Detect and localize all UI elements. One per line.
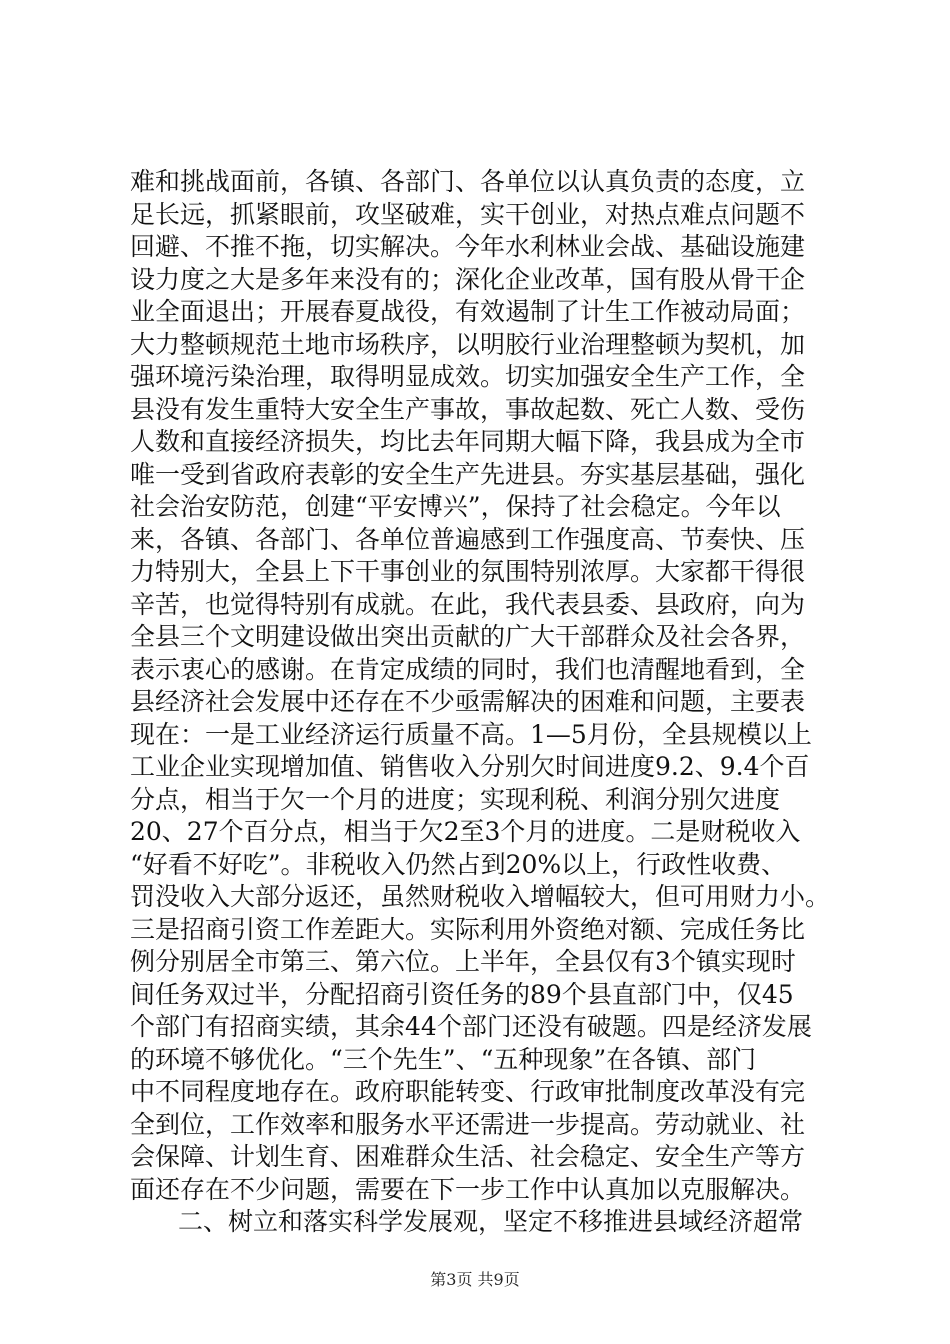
text-line: 分点，相当于欠一个月的进度；实现利税、利润分别欠进度 — [130, 784, 781, 814]
text-line: 力特别大，全县上下干事创业的氛围特别浓厚。大家都干得很 — [130, 557, 806, 586]
text-line: 间任务双过半，分配招商引资任务的89个县直部门中，仅45 — [130, 979, 794, 1009]
text-line: 社会治安防范，创建“平安博兴”，保持了社会稳定。今年以 — [130, 492, 781, 521]
text-line: 大力整顿规范土地市场秩序，以明胶行业治理整顿为契机，加 — [130, 329, 806, 359]
text-line: 中不同程度地存在。政府职能转变、行政审批制度改革没有完 — [130, 1077, 806, 1106]
text-line: 全县三个文明建设做出突出贡献的广大干部群众及社会各界， — [130, 622, 806, 651]
text-line: 县没有发生重特大安全生产事故，事故起数、死亡人数、受伤 — [130, 394, 806, 424]
text-line: 20、27个百分点，相当于欠2至3个月的进度。二是财税收入 — [130, 817, 801, 846]
text-line: 会保障、计划生育、困难群众生活、社会稳定、安全生产等方 — [130, 1142, 806, 1171]
text-line: 表示衷心的感谢。在肯定成绩的同时，我们也清醒地看到，全 — [130, 654, 806, 684]
text-line: 全到位，工作效率和服务水平还需进一步提高。劳动就业、社 — [130, 1109, 806, 1139]
text-line: 面还存在不少问题，需要在下一步工作中认真加以克服解决。 — [130, 1174, 806, 1204]
text-line: 业全面退出；开展春夏战役，有效遏制了计生工作被动局面； — [130, 297, 806, 326]
section-heading-line: 二、树立和落实科学发展观，坚定不移推进县域经济超常 — [178, 1207, 804, 1236]
text-line: 唯一受到省政府表彰的安全生产先进县。夯实基层基础，强化 — [130, 459, 806, 489]
text-line: “好看不好吃”。非税收入仍然占到20%以上，行政性收费、 — [130, 849, 787, 879]
text-line: 足长远，抓紧眼前，攻坚破难，实干创业，对热点难点问题不 — [130, 199, 806, 229]
text-line: 人数和直接经济损失，均比去年同期大幅下降，我县成为全市 — [130, 427, 806, 456]
text-line: 罚没收入大部分返还，虽然财税收入增幅较大，但可用财力小。 — [130, 882, 831, 911]
text-line: 工业企业实现增加值、销售收入分别欠时间进度9.2、9.4个百 — [130, 752, 810, 781]
text-line: 例分别居全市第三、第六位。上半年，全县仅有3个镇实现时 — [130, 947, 796, 976]
text-line: 三是招商引资工作差距大。实际利用外资绝对额、完成任务比 — [130, 914, 806, 944]
text-line: 回避、不推不拖，切实解决。今年水利林业会战、基础设施建 — [130, 232, 806, 261]
text-line: 辛苦，也觉得特别有成就。在此，我代表县委、县政府，向为 — [130, 589, 806, 619]
text-line: 难和挑战面前，各镇、各部门、各单位以认真负责的态度，立 — [130, 167, 806, 196]
text-line: 设力度之大是多年来没有的；深化企业改革，国有股从骨干企 — [130, 264, 806, 294]
body-text — [130, 166, 831, 1239]
text-line: 的环境不够优化。“三个先生”、“五种现象”在各镇、部门 — [130, 1044, 757, 1074]
text-line: 来，各镇、各部门、各单位普遍感到工作强度高、节奏快、压 — [130, 524, 806, 554]
text-line: 县经济社会发展中还存在不少亟需解决的困难和问题，主要表 — [130, 687, 806, 716]
text-line: 个部门有招商实绩，其余44个部门还没有破题。四是经济发展 — [130, 1012, 812, 1041]
text-line: 现在：一是工业经济运行质量不高。1—5月份，全县规模以上 — [130, 719, 812, 749]
page-number-footer: 第3页 共9页 — [430, 1270, 520, 1289]
text-line: 强环境污染治理，取得明显成效。切实加强安全生产工作，全 — [130, 362, 806, 391]
